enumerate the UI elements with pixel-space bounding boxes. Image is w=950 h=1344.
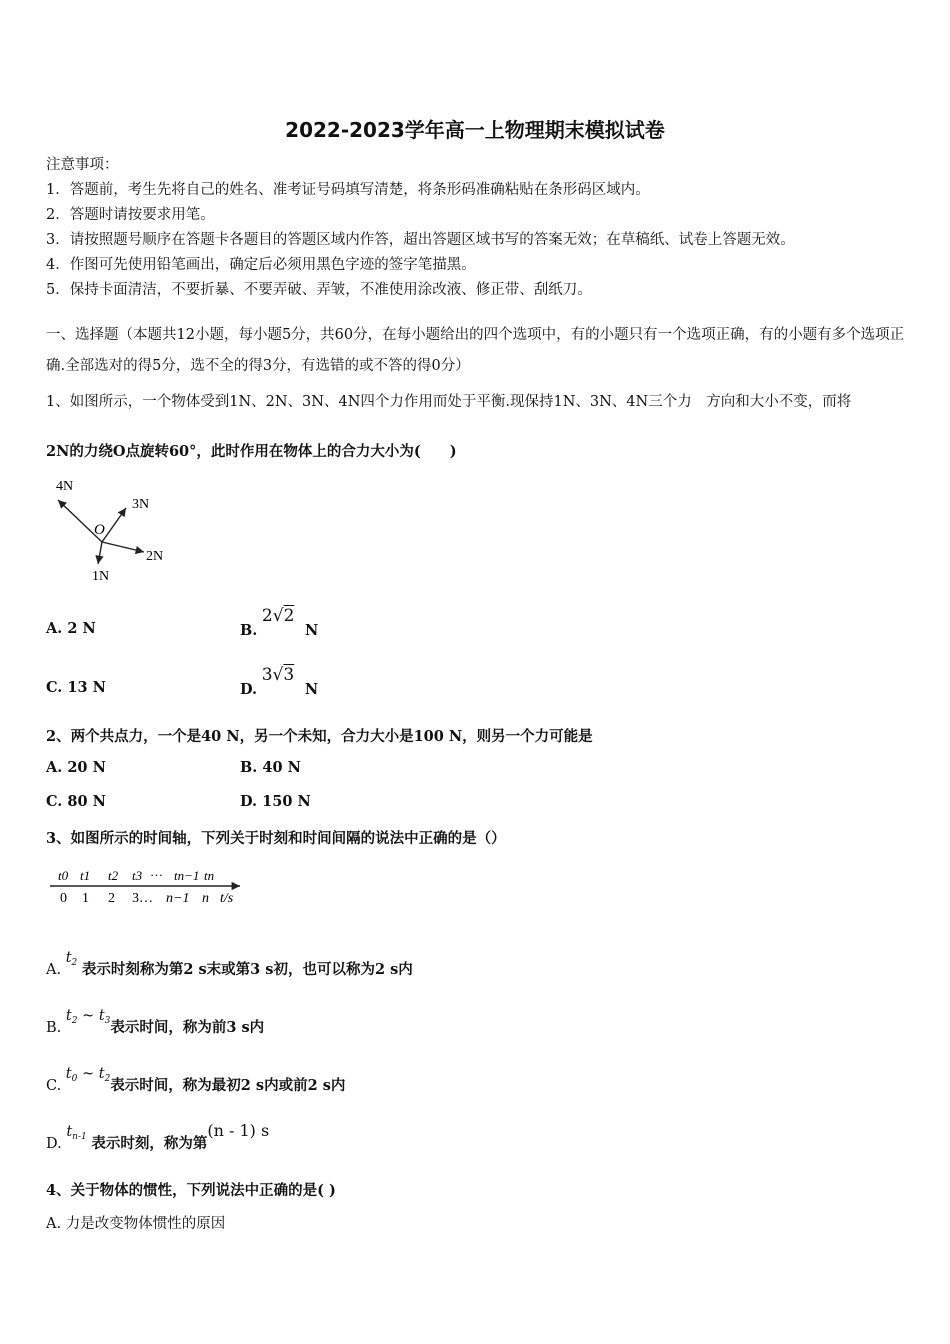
- label-4n: 4N: [56, 479, 74, 494]
- q3-option-d-symbol: t: [66, 1124, 73, 1140]
- axis-bottom-1: 1: [82, 891, 89, 906]
- q1-option-b-radicand: 2: [283, 606, 295, 626]
- q3-option-b-symbol-1: t: [65, 1008, 72, 1024]
- q2-option-a[interactable]: A. 20 N: [46, 759, 106, 776]
- axis-top-t1: t1: [80, 868, 91, 883]
- q3-stem: 3、如图所示的时间轴，下列关于时刻和时间间隔的说法中正确的是（）: [46, 830, 506, 847]
- axis-top-t2: t2: [108, 868, 119, 883]
- axis-top-tn-1: tn−1: [174, 868, 200, 883]
- q3-option-d-sub: n-1: [72, 1132, 87, 1142]
- axis-bottom-n-1: n−1: [166, 891, 190, 906]
- q1-option-b-unit: N: [305, 622, 319, 639]
- q1-option-d-unit: N: [304, 681, 319, 698]
- q3-option-b-sub-2: 3: [104, 1016, 111, 1026]
- q1-stem-line1: 1、如图所示，一个物体受到1N、2N、3N、4N四个力作用而处于平衡.现保持1N、3N、4N三个力 方向和大小不变，而将: [46, 394, 852, 410]
- force-2n-arrow: [102, 542, 144, 552]
- q3-time-axis: [46, 858, 251, 910]
- label-o: O: [94, 522, 105, 538]
- q2-option-c[interactable]: C. 80 N: [46, 793, 106, 810]
- q2-option-d[interactable]: D. 150 N: [240, 793, 311, 810]
- q3-option-c-tilde: ~: [81, 1066, 95, 1082]
- q1-option-b-prefix: B.: [240, 622, 258, 639]
- q3-option-c-text: 表示时间，称为最初2 s内或前2 s内: [110, 1077, 346, 1094]
- q3-option-c-prefix: C.: [46, 1078, 62, 1094]
- label-1n: 1N: [92, 569, 110, 584]
- q3-option-a-prefix: A.: [46, 962, 62, 978]
- q3-option-b-tilde: ~: [82, 1008, 95, 1024]
- q3-option-d-text: 表示时刻，称为第: [91, 1135, 208, 1152]
- q4-stem: 4、关于物体的惯性，下列说法中正确的是( ): [46, 1182, 336, 1199]
- note-item-3: 3．请按照题号顺序在答题卡各题目的答题区域内作答，超出答题区域书写的答案无效；在草稿纸、试卷上答题无效。: [46, 232, 795, 248]
- q1-option-d[interactable]: D. 3√3 N: [240, 665, 319, 698]
- axis-bottom-n: n: [202, 891, 209, 906]
- axis-bottom-3: 3…: [132, 891, 153, 906]
- force-3n-arrow: [102, 508, 126, 542]
- page-title: 2022-2023学年高一上物理期末模拟试卷: [285, 118, 665, 142]
- axis-top-dots: …: [150, 864, 163, 879]
- q3-option-b-text: 表示时间，称为前3 s内: [110, 1019, 265, 1036]
- label-3n: 3N: [132, 497, 150, 512]
- q2-stem: 2、两个共点力，一个是40 N，另一个未知，合力大小是100 N，则另一个力可能是: [46, 728, 593, 745]
- q3-option-c-symbol-2: t: [98, 1066, 105, 1082]
- q1-option-d-radicand: 3: [283, 665, 295, 685]
- q3-option-b[interactable]: [46, 1004, 265, 1036]
- q3-option-c-sub-1: 0: [71, 1074, 78, 1084]
- notes-header: 注意事项：: [46, 157, 119, 173]
- section-header: 一、选择题（本题共12小题，每小题5分，共60分，在每小题给出的四个选项中，有的小题只有一个选项正确，有的小题有多个选项正确.全部选对的得5分，选不全的得3分，有选错的或不答的得0分）: [46, 327, 905, 374]
- q3-option-d-math: (n - 1) s: [207, 1121, 270, 1140]
- q1-option-d-prefix: D.: [240, 681, 258, 698]
- q1-option-c[interactable]: C. 13 N: [46, 679, 106, 696]
- axis-bottom-0: 0: [60, 891, 67, 906]
- axis-top-tn: tn: [204, 868, 215, 883]
- q3-option-a-symbol: t: [65, 950, 72, 966]
- axis-bottom-2: 2: [108, 891, 115, 906]
- q1-stem-line2: 2N的力绕O点旋转60°，此时作用在物体上的合力大小为( ): [46, 443, 457, 460]
- q3-option-c-symbol-1: t: [65, 1066, 72, 1082]
- note-item-4: 4．作图可先使用铅笔画出，确定后必须用黑色字迹的签字笔描黑。: [46, 257, 476, 273]
- q3-option-a[interactable]: [46, 946, 413, 978]
- q3-option-a-text: 表示时刻称为第2 s末或第3 s初，也可以称为2 s内: [81, 961, 413, 978]
- q1-option-b-coef: 2: [261, 606, 273, 626]
- q4-option-a[interactable]: A. 力是改变物体惯性的原因: [46, 1216, 226, 1232]
- force-1n-arrow: [98, 542, 102, 564]
- q3-option-c[interactable]: [46, 1062, 346, 1094]
- q1-option-b[interactable]: B. 2√2 N: [240, 606, 319, 639]
- q1-option-a[interactable]: A. 2 N: [46, 620, 96, 637]
- q3-option-b-symbol-2: t: [98, 1008, 105, 1024]
- note-item-1: 1．答题前，考生先将自己的姓名、准考证号码填写清楚，将条形码准确粘贴在条形码区域内。: [46, 182, 650, 198]
- axis-bottom-ts: t/s: [220, 891, 234, 906]
- axis-top-t0: t0: [58, 868, 69, 883]
- q1-option-d-coef: 3: [261, 665, 273, 685]
- q1-force-diagram: [46, 472, 186, 587]
- label-2n: 2N: [146, 549, 164, 564]
- q3-option-d-prefix: D.: [46, 1136, 62, 1152]
- q3-option-d[interactable]: [46, 1120, 270, 1152]
- q3-option-c-sub-2: 2: [104, 1074, 111, 1084]
- q3-option-b-sub-1: 2: [71, 1016, 78, 1026]
- q3-option-b-prefix: B.: [46, 1020, 62, 1036]
- q2-option-b[interactable]: B. 40 N: [240, 759, 301, 776]
- note-item-2: 2．答题时请按要求用笔。: [46, 207, 215, 223]
- note-item-5: 5．保持卡面清洁，不要折暴、不要弄破、弄皱，不准使用涂改液、修正带、刮纸刀。: [46, 282, 592, 298]
- axis-top-t3: t3: [132, 868, 143, 883]
- q3-option-a-sub: 2: [71, 958, 78, 968]
